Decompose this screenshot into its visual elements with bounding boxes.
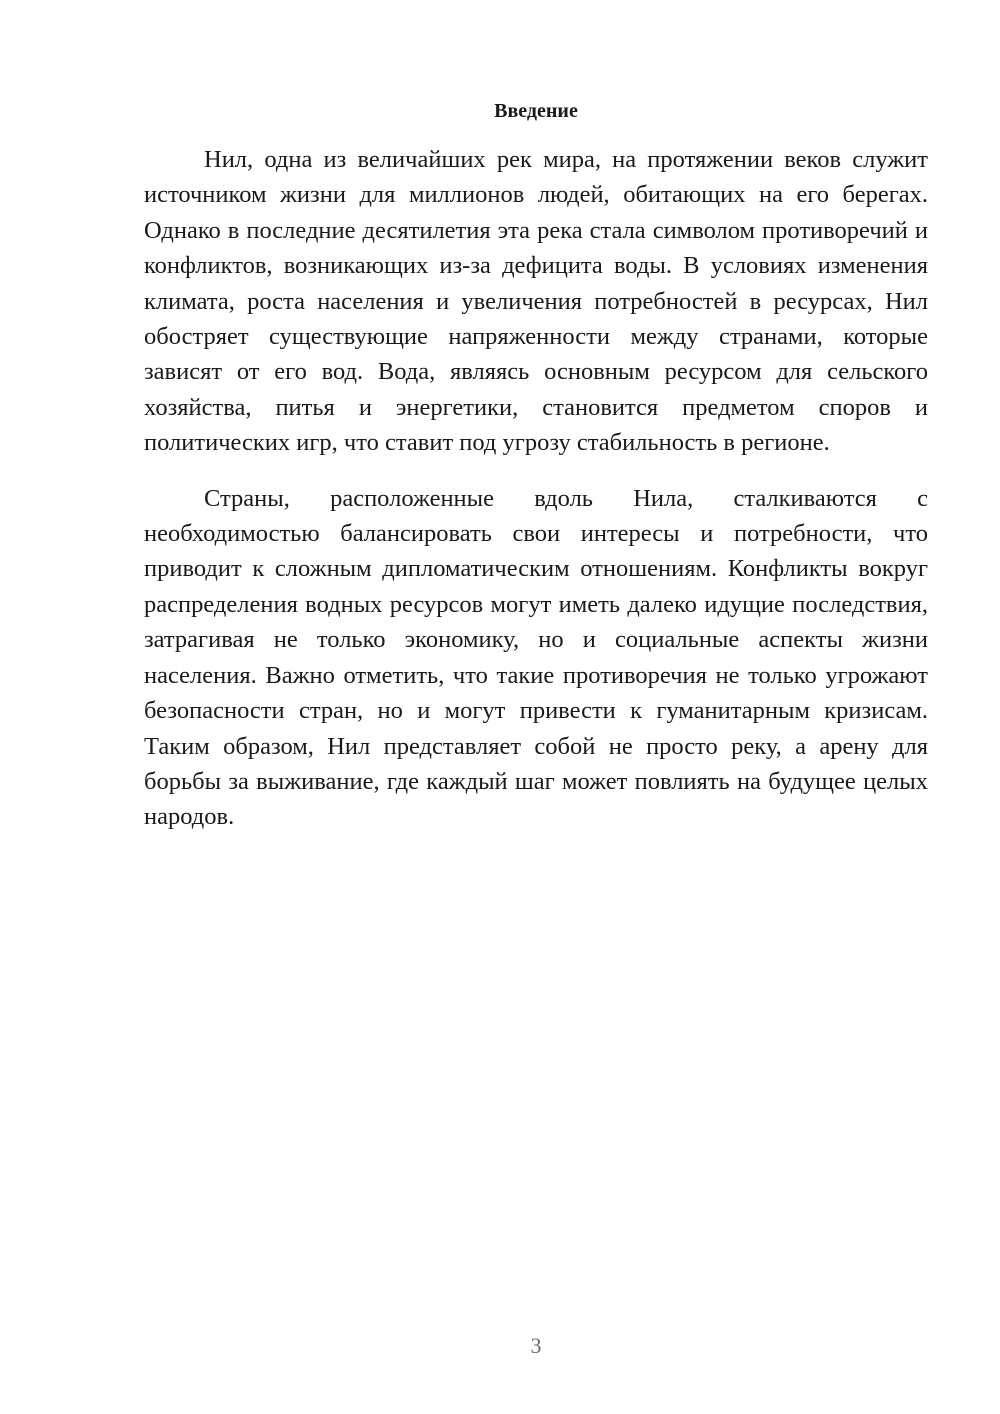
paragraph-1: Нил, одна из величайших рек мира, на протяжении веков служит источником жизни для миллионов людей, обитающих на его берегах. Однако в последние десятилетия эта река стала символом противоречий и конфликтов, возникающих из-за дефицита воды. В условиях изменения климата, роста населения и увеличения потребностей в ресурсах, Нил обостряет существующие напряженности между странами, которые зависят от его вод. Вода, являясь основным ресурсом для сельского хозяйства, питья и энергетики, становится предметом споров и политических игр, что ставит под угрозу стабильность в регионе. (144, 146, 928, 457)
body-text (144, 142, 928, 835)
section-heading: Введение (494, 100, 578, 122)
paragraph-2: Страны, расположенные вдоль Нила, сталкиваются с необходимостью балансировать свои интересы и потребности, что приводит к сложным дипломатическим отношениям. Конфликты вокруг распределения водных ресурсов могут иметь далеко идущие последствия, затрагивая не только экономику, но и социальные аспекты жизни населения. Важно отметить, что такие противоречия не только угрожают безопасности стран, но и могут привести к гуманитарным кризисам. Таким образом, Нил представляет собой не просто реку, а арену для борьбы за выживание, где каждый шаг может повлиять на будущее целых народов. (144, 484, 928, 831)
page-number: 3 (530, 1333, 542, 1358)
